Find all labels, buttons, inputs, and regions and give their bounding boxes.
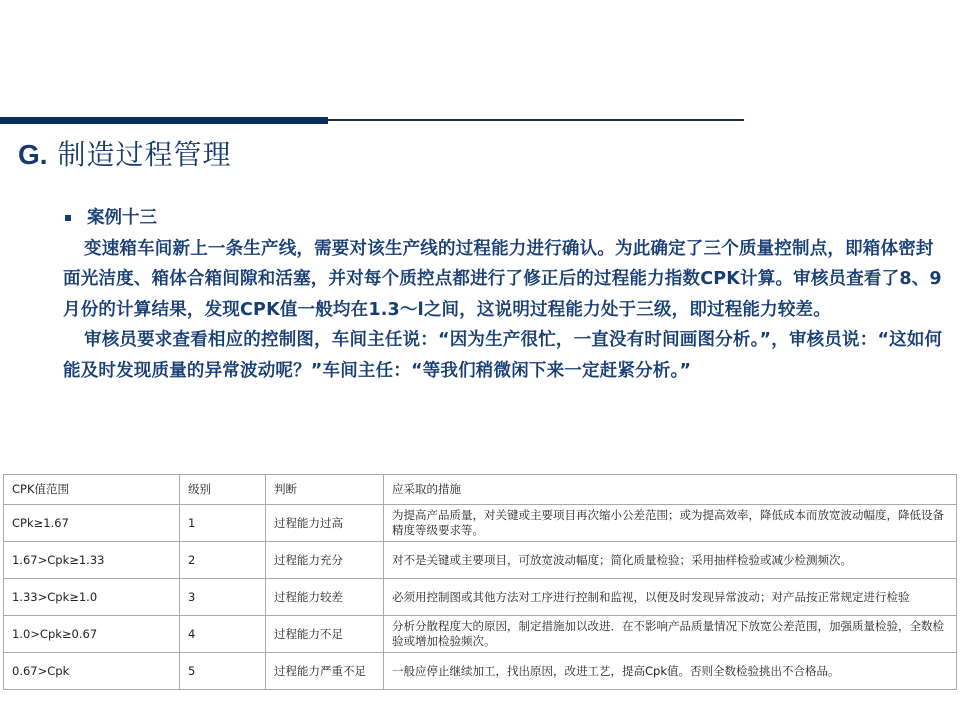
cell-range: 1.0>Cpk≥0.67 bbox=[4, 616, 180, 653]
column-header-range: CPK值范围 bbox=[4, 475, 180, 505]
cell-measure: 分析分散程度大的原因，制定措施加以改进．在不影响产品质量情况下放宽公差范围，加强质量检验，全数检验或增加检验频次。 bbox=[384, 616, 957, 653]
table-row bbox=[4, 616, 957, 653]
header-divider-line bbox=[328, 119, 744, 121]
table-row bbox=[4, 653, 957, 690]
header-accent-bar bbox=[0, 117, 328, 124]
section-title: 制造过程管理 bbox=[47, 138, 232, 171]
table-row bbox=[4, 542, 957, 579]
table-row bbox=[4, 579, 957, 616]
table-header-row bbox=[4, 475, 957, 505]
cell-range: CPk≥1.67 bbox=[4, 505, 180, 542]
case-paragraph-1: 变速箱车间新上一条生产线，需要对该生产线的过程能力进行确认。为此确定了三个质量控制点，即箱体密封面光洁度、箱体合箱间隙和活塞，并对每个质控点都进行了修正后的过程能力指数CPK计算。审核员查看了8、9月份的计算结果，发现CPK值一般均在1.3～l之间，这说明过程能力处于三级，即过程能力较差。 bbox=[63, 238, 942, 320]
cell-level: 5 bbox=[180, 653, 266, 690]
cell-judgement: 过程能力较差 bbox=[266, 579, 384, 616]
cell-range: 0.67>Cpk bbox=[4, 653, 180, 690]
cell-level: 3 bbox=[180, 579, 266, 616]
column-header-measure: 应采取的措施 bbox=[384, 475, 957, 505]
table-row bbox=[4, 505, 957, 542]
cell-range: 1.67>Cpk≥1.33 bbox=[4, 542, 180, 579]
cell-measure: 一般应停止继续加工，找出原因，改进工艺，提高Cpk值。否则全数检验挑出不合格品。 bbox=[384, 653, 957, 690]
cell-level: 1 bbox=[180, 505, 266, 542]
cell-level: 2 bbox=[180, 542, 266, 579]
cell-judgement: 过程能力充分 bbox=[266, 542, 384, 579]
cell-range: 1.33>Cpk≥1.0 bbox=[4, 579, 180, 616]
cell-judgement: 过程能力不足 bbox=[266, 616, 384, 653]
cpk-table bbox=[3, 474, 957, 690]
column-header-judgement: 判断 bbox=[266, 475, 384, 505]
case-paragraph-2: 审核员要求查看相应的控制图，车间主任说：“因为生产很忙，一直没有时间画图分析。”，审核员说：“这如何能及时发现质量的异常波动呢？”车间主任：“等我们稍微闲下来一定赶紧分析。” bbox=[63, 330, 943, 381]
case-study bbox=[63, 203, 943, 386]
column-header-level: 级别 bbox=[180, 475, 266, 505]
cell-judgement: 过程能力严重不足 bbox=[266, 653, 384, 690]
case-heading bbox=[63, 203, 943, 234]
case-title: 案例十三 bbox=[87, 208, 157, 228]
section-letter: G. bbox=[18, 139, 48, 170]
cell-measure: 为提高产品质量，对关键或主要项目再次缩小公差范围；或为提高效率，降低成本而放宽波动幅度，降低设备精度等级要求等。 bbox=[384, 505, 957, 542]
page-title bbox=[18, 137, 231, 173]
cell-measure: 必须用控制图或其他方法对工序进行控制和监视，以便及时发现异常波动；对产品按正常规定进行检验 bbox=[384, 579, 957, 616]
cell-judgement: 过程能力过高 bbox=[266, 505, 384, 542]
square-bullet-icon bbox=[65, 215, 71, 221]
cell-measure: 对不是关键或主要项目，可放宽波动幅度；简化质量检验；采用抽样检验或减少检测频次。 bbox=[384, 542, 957, 579]
cell-level: 4 bbox=[180, 616, 266, 653]
